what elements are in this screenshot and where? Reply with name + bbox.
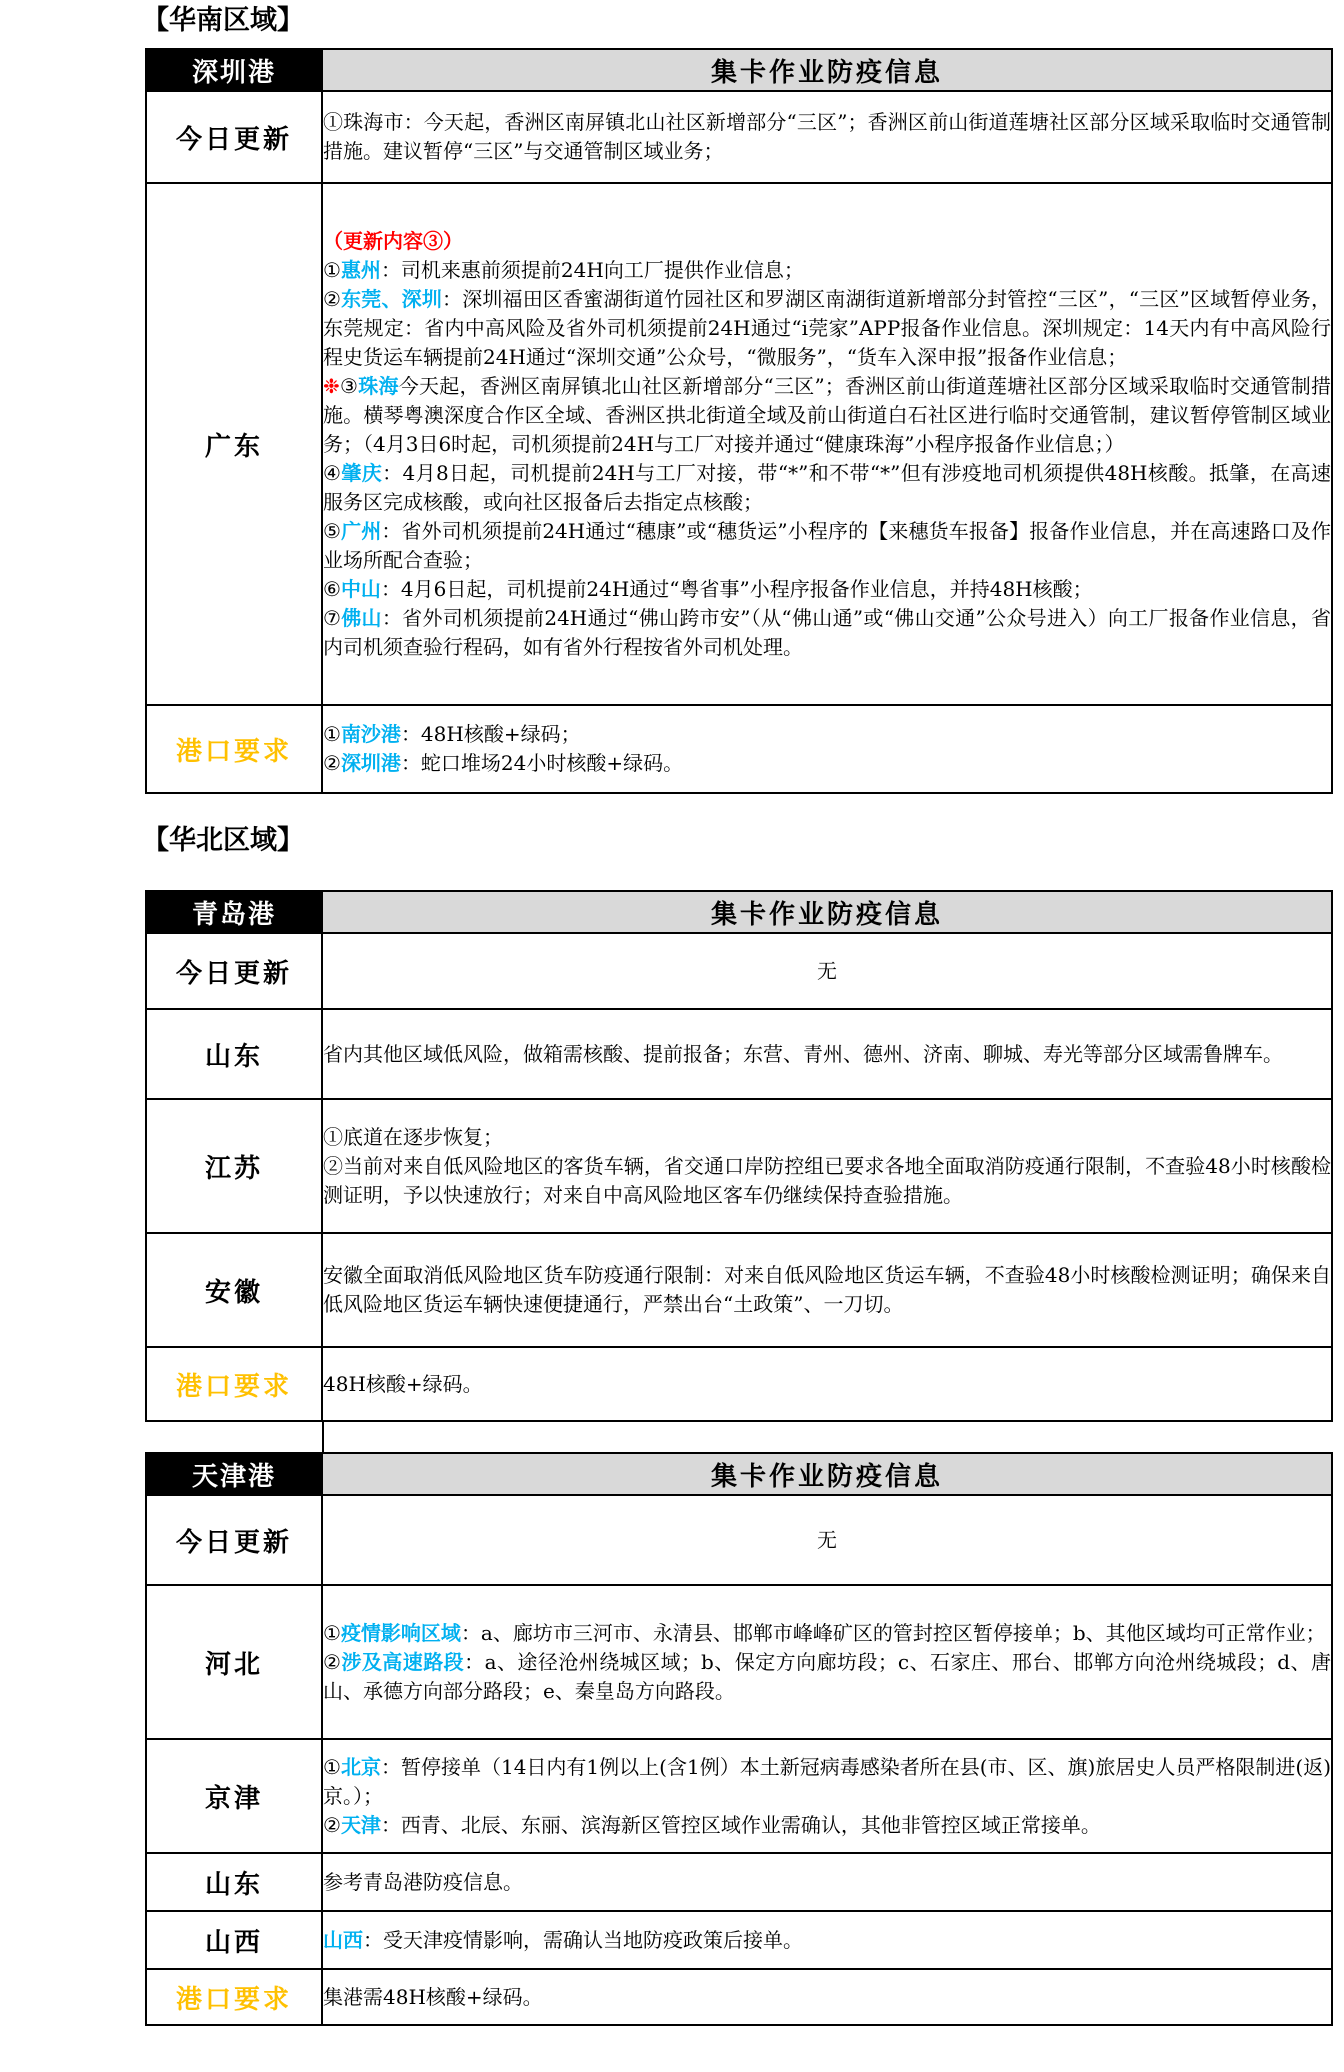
anhui-content: 安徽全面取消低风险地区货车防疫通行限制：对来自低风险地区货运车辆，不查验48小时核酸检测证明；确保来自低风险地区货运车辆快速便捷通行，严禁出台“土政策”、一刀切。: [322, 1233, 1332, 1347]
row-label-today: 今日更新: [146, 1495, 322, 1585]
qingdao-port-table: [145, 890, 1333, 1422]
alert-icon: ❉: [323, 373, 340, 398]
list-item: ②深圳港：蛇口堆场24小时核酸+绿码。: [323, 751, 684, 775]
update-tag: （更新内容③）: [323, 228, 463, 253]
table-header: 集卡作业防疫信息: [322, 891, 1332, 933]
list-item: ②涉及高速路段：a、途径沧州绕城区域；b、保定方向廊坊段；c、石家庄、邢台、邯郸方向沧州绕城段；d、唐山、承德方向部分路段；e、秦皇岛方向路段。: [323, 1649, 1332, 1703]
port-requirement-content: 48H核酸+绿码。: [322, 1347, 1332, 1421]
port-name: 天津港: [146, 1453, 322, 1495]
row-label-jingjin: 京津: [146, 1739, 322, 1853]
divider: [322, 1422, 324, 1452]
row-label-today: 今日更新: [146, 91, 322, 183]
list-item: ❉③珠海今天起，香洲区南屏镇北山社区新增部分“三区”；香洲区前山街道莲塘社区部分区域采取临时交通管制措施。横琴粤澳深度合作区全域、香洲区拱北街道全域及前山街道白石社区进行临时交通管制，建议暂停管制区域业务；（4月3日6时起，司机须提前24H与工厂对接并通过“健康珠海”小程序报备作业信息；）: [323, 373, 1332, 456]
list-item: ④肇庆：4月8日起，司机提前24H与工厂对接，带“*”和不带“*”但有涉疫地司机须提供48H核酸。抵肇，在高速服务区完成核酸，或向社区报备后去指定点核酸；: [323, 460, 1331, 514]
port-requirement-content: 集港需48H核酸+绿码。: [322, 1969, 1332, 2025]
shandong-content: 参考青岛港防疫信息。: [322, 1853, 1332, 1911]
guangdong-content: [322, 183, 1332, 705]
row-label-today: 今日更新: [146, 933, 322, 1009]
row-label-anhui: 安徽: [146, 1233, 322, 1347]
list-item: ②东莞、深圳：深圳福田区香蜜湖街道竹园社区和罗湖区南湖街道新增部分封管控“三区”，“三区”区域暂停业务，东莞规定：省内中高风险及省外司机须提前24H通过“i莞家”APP报备作业信息。深圳规定：14天内有中高风险行程史货运车辆提前24H通过“深圳交通”公众号，“微服务”，“货车入深申报”报备作业信息；: [323, 286, 1331, 369]
tianjin-port-table: [145, 1452, 1333, 2026]
jingjin-content: [322, 1739, 1332, 1853]
section-title-south: 【华南区域】: [142, 5, 304, 36]
row-label-guangdong: 广东: [146, 183, 322, 705]
list-item: ①南沙港：48H核酸+绿码；: [323, 722, 581, 746]
list-item: ①疫情影响区域：a、廊坊市三河市、永清县、邯郸市峰峰矿区的管封控区暂停接单；b、其他区域均可正常作业；: [323, 1620, 1326, 1645]
row-label-jiangsu: 江苏: [146, 1099, 322, 1233]
row-label-port-requirement: 港口要求: [146, 1347, 322, 1421]
list-item: ⑥中山：4月6日起，司机提前24H通过“粤省事”小程序报备作业信息，并持48H核酸；: [323, 576, 1093, 601]
jiangsu-content: [322, 1099, 1332, 1233]
table-header: 集卡作业防疫信息: [322, 49, 1332, 91]
list-item: ①北京：暂停接单（14日内有1例以上(含1例）本土新冠病毒感染者所在县(市、区、旗)旅居史人员严格限制进(返)京。）；: [323, 1754, 1331, 1808]
row-label-port-requirement: 港口要求: [146, 705, 322, 793]
port-name: 深圳港: [146, 49, 322, 91]
row-label-port-requirement: 港口要求: [146, 1969, 322, 2025]
port-name: 青岛港: [146, 891, 322, 933]
today-update-text: 无: [322, 933, 1332, 1009]
list-item: ②当前对来自低风险地区的客货车辆，省交通口岸防控组已要求各地全面取消防疫通行限制，不查验48小时核酸检测证明，予以快速放行；对来自中高风险地区客车仍继续保持查验措施。: [323, 1153, 1331, 1207]
table-header: 集卡作业防疫信息: [322, 1453, 1332, 1495]
today-update-text: ①珠海市：今天起，香洲区南屏镇北山社区新增部分“三区”；香洲区前山街道莲塘社区部分区域采取临时交通管制措施。建议暂停“三区”与交通管制区域业务；: [322, 91, 1332, 183]
list-item: ⑦佛山：省外司机须提前24H通过“佛山跨市安”（从“佛山通”或“佛山交通”公众号进入）向工厂报备作业信息，省内司机须查验行程码，如有省外行程按省外司机处理。: [323, 605, 1331, 659]
shenzhen-port-table: [145, 48, 1333, 794]
row-label-hebei: 河北: [146, 1585, 322, 1739]
shandong-content: 省内其他区域低风险，做箱需核酸、提前报备；东营、青州、德州、济南、聊城、寿光等部分区域需鲁牌车。: [322, 1009, 1332, 1099]
today-update-text: 无: [322, 1495, 1332, 1585]
row-label-shanxi: 山西: [146, 1911, 322, 1969]
row-label-shandong: 山东: [146, 1853, 322, 1911]
hebei-content: [322, 1585, 1332, 1739]
list-item: ①惠州：司机来惠前须提前24H向工厂提供作业信息；: [323, 257, 804, 282]
row-label-shandong: 山东: [146, 1009, 322, 1099]
list-item: ⑤广州：省外司机须提前24H通过“穗康”或“穗货运”小程序的【来穗货车报备】报备作业信息，并在高速路口及作业场所配合查验；: [323, 518, 1332, 572]
section-title-north: 【华北区域】: [142, 825, 304, 856]
list-item: ①底道在逐步恢复；: [323, 1124, 503, 1149]
port-requirement-content: [322, 705, 1332, 793]
list-item: ②天津：西青、北辰、东丽、滨海新区管控区域作业需确认，其他非管控区域正常接单。: [323, 1812, 1101, 1837]
shanxi-content: 山西：受天津疫情影响，需确认当地防疫政策后接单。: [322, 1911, 1332, 1969]
